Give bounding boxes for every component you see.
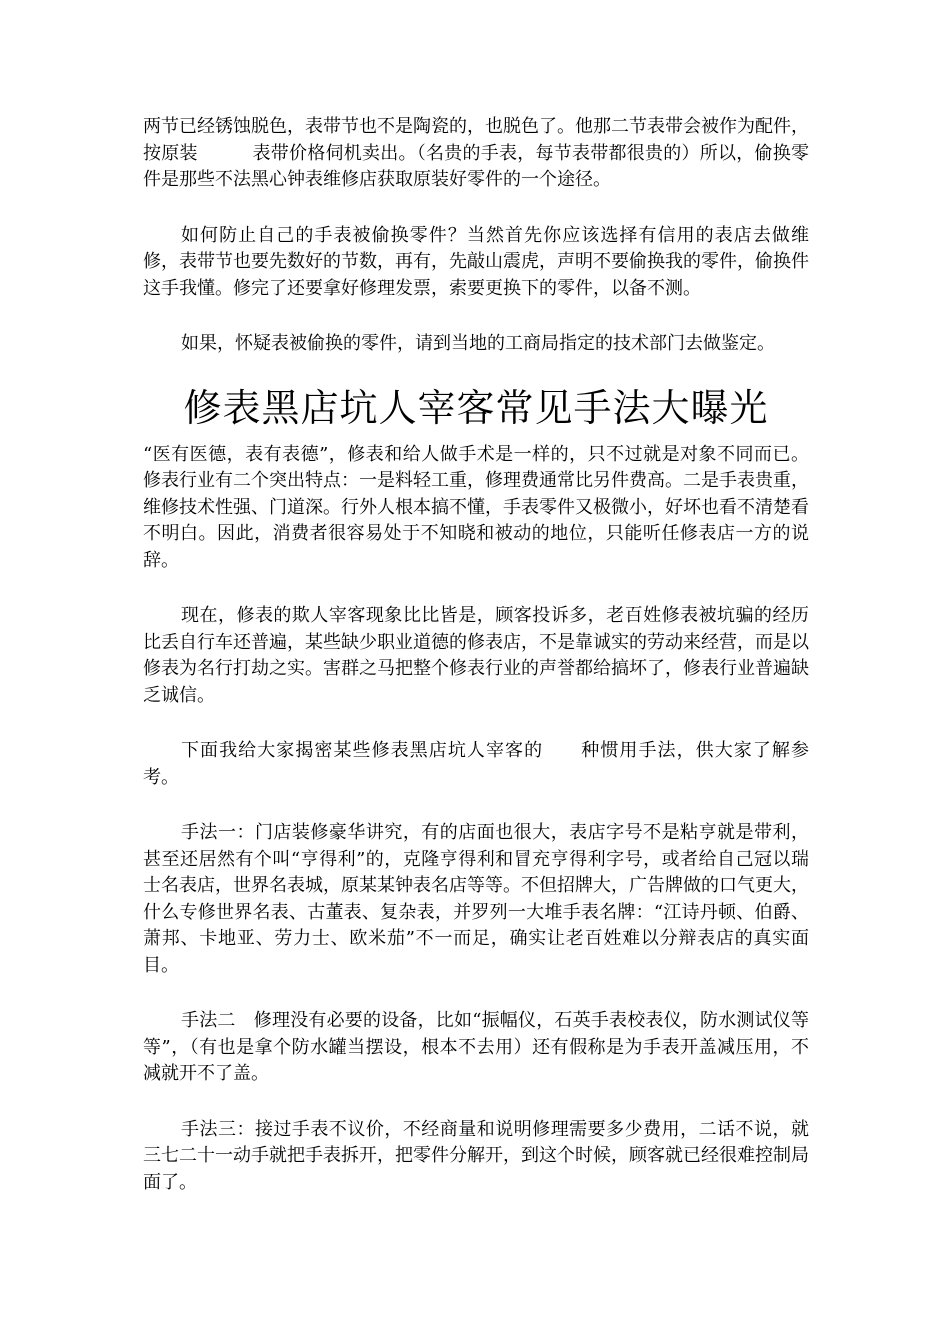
paragraph-current-situation: 现在，修表的欺人宰客现象比比皆是，顾客投诉多，老百姓修表被坑骗的经历比丢自行车还普遍，某些缺少职业道德的修表店，不是靠诚实的劳动来经营，而是以修表为名行打劫之实。害群之马把整个修表行业的声誉都给搞坏了，修表行业普遍缺乏诚信。 bbox=[143, 605, 809, 706]
paragraph-method-one: 手法一：门店装修豪华讲究，有的店面也很大，表店字号不是粘亨就是带利，甚至还居然有个叫“亨得利”的，克隆亨得利和冒充亨得利字号，或者给自己冠以瑞士名表店，世界名表城，原某某钟表名店等等。不但招牌大，广告牌做的口气更大，什么专修世界名表、古董表、复杂表，并罗列一大堆手表名牌：“江诗丹顿、伯爵、萧邦、卡地亚、劳力士、欧米茄”不一而足，确实让老百姓难以分辩表店的真实面目。 bbox=[143, 822, 809, 976]
paragraph-introduction: “医有医德，表有表德”，修表和给人做手术是一样的，只不过就是对象不同而已。修表行业有二个突出特点：一是料轻工重，修理费通常比另件费高。二是手表贵重，维修技术性强、门道深。行外人根本搞不懂，手表零件又极微小，好坏也看不清楚看不明白。因此，消费者很容易处于不知晓和被动的地位，只能听任修表店一方的说辞。 bbox=[143, 443, 809, 571]
paragraph-appraisal-advice: 如果，怀疑表被偷换的零件，请到当地的工商局指定的技术部门去做鉴定。 bbox=[181, 333, 775, 354]
paragraph-methods-intro: 下面我给大家揭密某些修表黑店坑人宰客的 种惯用手法，供大家了解参考。 bbox=[143, 740, 809, 788]
paragraph-prevention-advice: 如何防止自己的手表被偷换零件？当然首先你应该选择有信用的表店去做维修，表带节也要先数好的节数，再有，先敲山震虎，声明不要偷换我的零件，偷换件这手我懂。修完了还要拿好修理发票，索要更换下的零件，以备不测。 bbox=[143, 224, 809, 299]
document-page bbox=[143, 114, 809, 1196]
paragraph-part-theft-continued: 两节已经锈蚀脱色，表带节也不是陶瓷的，也脱色了。他那二节表带会被作为配件，按原装 表带价格伺机卖出。（名贵的手表，每节表带都很贵的）所以，偷换零件是那些不法黑心钟表维修店获取原装好零件的一个途径。 bbox=[143, 116, 809, 190]
paragraph-method-two: 手法二 修理没有必要的设备，比如“振幅仪，石英手表校表仪，防水测试仪等等”，（有也是拿个防水罐当摆设，根本不去用）还有假称是为手表开盖减压用，不减就开不了盖。 bbox=[143, 1010, 809, 1084]
article-title: 修表黑店坑人宰客常见手法大曝光 bbox=[183, 385, 769, 430]
paragraph-method-three: 手法三：接过手表不议价，不经商量和说明修理需要多少费用，二话不说，就三七二十一动手就把手表拆开，把零件分解开，到这个时候，顾客就已经很难控制局面了。 bbox=[143, 1118, 809, 1193]
